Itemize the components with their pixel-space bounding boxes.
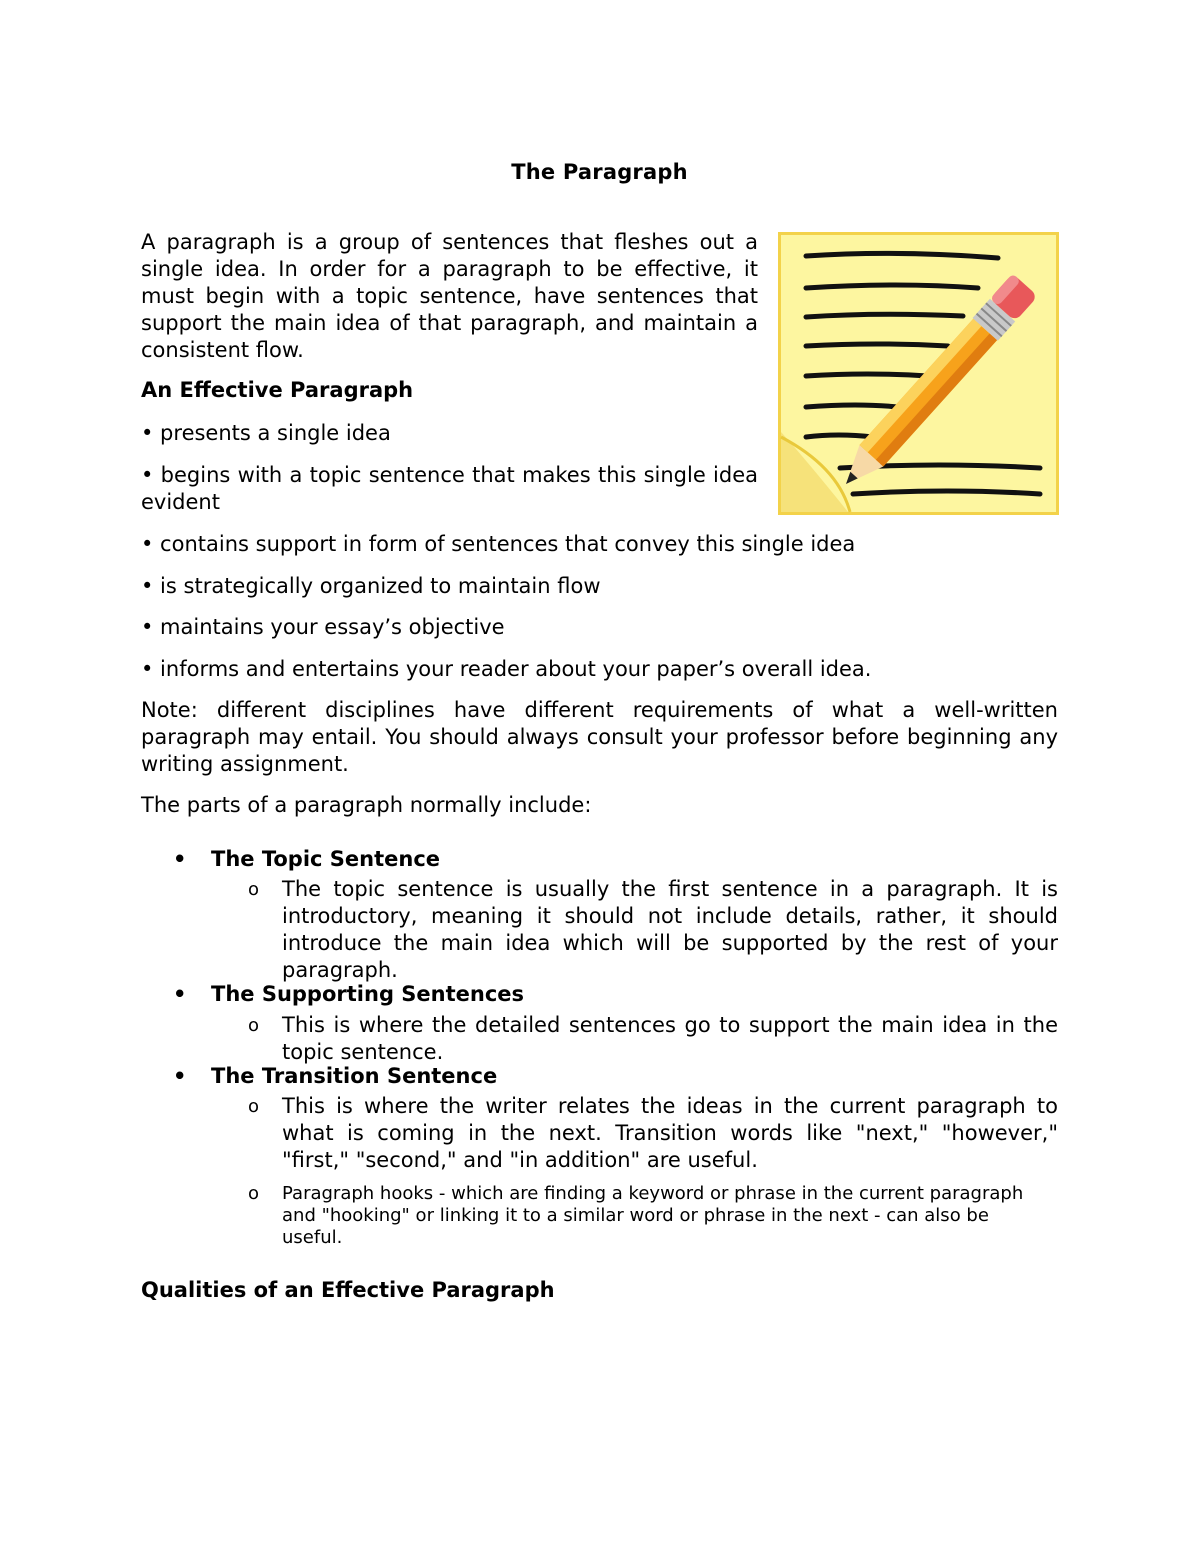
list-item: • informs and entertains your reader about your paper’s overall idea. xyxy=(141,657,872,681)
list-item: • is strategically organized to maintain flow xyxy=(141,574,601,598)
part-detail-text: The topic sentence is usually the first sentence in a paragraph. It is introductory, meaning it should not include details, rather, it should introduce the main idea which will be supported by the rest of your paragraph. xyxy=(282,877,1058,982)
list-item: • contains support in form of sentences that convey this single idea xyxy=(141,532,856,556)
sub-bullet-icon: o xyxy=(248,1015,260,1036)
sub-bullet-icon: o xyxy=(248,1183,260,1204)
note-paragraph: Note: different disciplines have different requirements of what a well-written paragraph may entail. You should always consult your professor before beginning any writing assignment. xyxy=(141,698,1058,776)
intro-paragraph: A paragraph is a group of sentences that fleshes out a single idea. In order for a paragraph to be effective, it must begin with a topic sentence, have sentences that support the main idea of that paragraph, and maintain a consistent flow. xyxy=(141,230,758,362)
list-item: • maintains your essay’s objective xyxy=(141,615,505,639)
sub-bullet-icon: o xyxy=(248,879,260,900)
part-detail-text: Paragraph hooks - which are finding a keyword or phrase in the current paragraph and "hooking" or linking it to a similar word or phrase in the next - can also be useful. xyxy=(282,1183,1024,1248)
list-item: • begins with a topic sentence that makes this single idea evident xyxy=(141,463,758,514)
bullet-icon: • xyxy=(173,847,187,871)
bullet-icon: • xyxy=(173,1064,187,1088)
part-detail-text: This is where the writer relates the ideas in the current paragraph to what is coming in the next. Transition words like "next," "however," "first," "second," and "in addition" are useful. xyxy=(282,1094,1058,1172)
bullet-icon: • xyxy=(173,982,187,1006)
part-detail-text: This is where the detailed sentences go to support the main idea in the topic sentence. xyxy=(282,1013,1058,1064)
part-title: The Supporting Sentences xyxy=(211,982,525,1006)
page-title: The Paragraph xyxy=(511,160,688,184)
parts-intro: The parts of a paragraph normally include: xyxy=(141,793,592,817)
qualities-heading: Qualities of an Effective Paragraph xyxy=(141,1278,555,1302)
part-title: The Topic Sentence xyxy=(211,847,441,871)
part-title: The Transition Sentence xyxy=(211,1064,498,1088)
sub-bullet-icon: o xyxy=(248,1096,260,1117)
list-item: • presents a single idea xyxy=(141,421,391,445)
effective-paragraph-heading: An Effective Paragraph xyxy=(141,378,414,402)
notepad-pencil-icon xyxy=(778,232,1059,515)
